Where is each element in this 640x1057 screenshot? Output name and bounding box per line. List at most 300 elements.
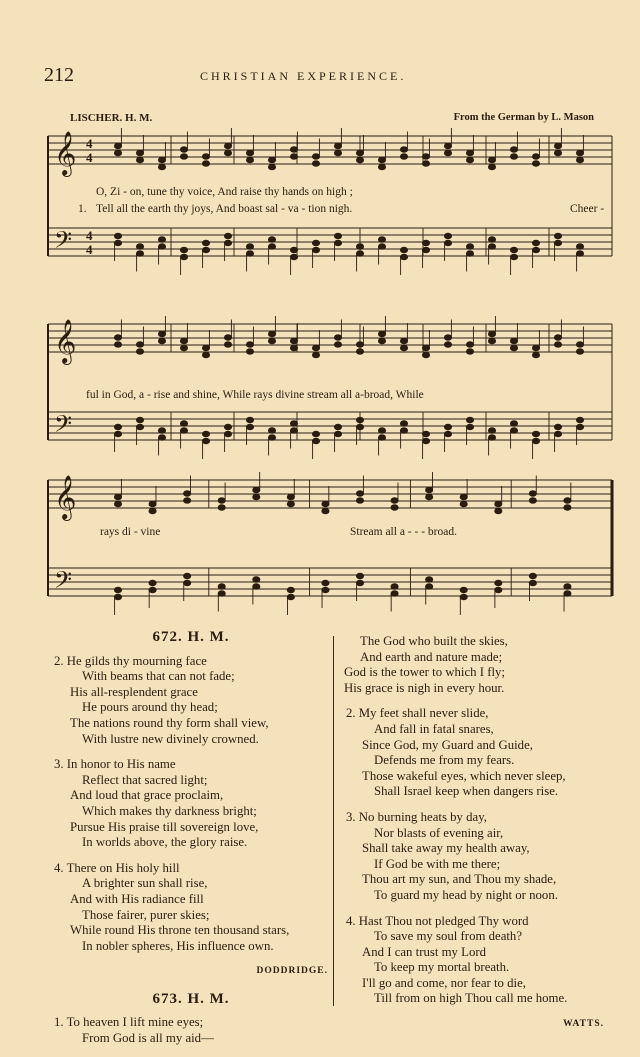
note-head xyxy=(202,438,209,444)
note-head xyxy=(488,164,495,170)
note-head xyxy=(576,157,583,163)
note-head xyxy=(378,164,385,170)
verse-line: Nor blasts of evening air, xyxy=(374,825,504,840)
verse-line: 1. To heaven I lift mine eyes; xyxy=(54,1015,204,1030)
verse-line: I'll go and come, nor fear to die, xyxy=(362,975,526,990)
note-head xyxy=(268,338,275,344)
note-head xyxy=(576,417,583,423)
note-head xyxy=(114,594,121,600)
note-head xyxy=(510,421,517,427)
verse-line: And loud that grace proclaim, xyxy=(70,788,224,803)
note-head xyxy=(378,237,385,243)
note-head xyxy=(268,244,275,250)
note-head xyxy=(466,251,473,257)
note-head xyxy=(218,591,225,597)
note-head xyxy=(576,251,583,257)
note-head xyxy=(114,233,121,239)
note-head xyxy=(532,247,539,253)
note-head xyxy=(158,237,165,243)
note-head xyxy=(510,338,517,344)
note-head xyxy=(149,580,156,586)
note-head xyxy=(136,157,143,163)
note-head xyxy=(466,424,473,430)
verse-673-2 xyxy=(346,706,604,800)
note-head xyxy=(136,251,143,257)
note-head xyxy=(532,154,539,160)
verse-line: And fall in fatal snares, xyxy=(374,721,494,736)
note-head xyxy=(576,424,583,430)
note-head xyxy=(180,247,187,253)
note-head xyxy=(378,157,385,163)
verse-line: To keep my mortal breath. xyxy=(374,960,510,975)
verse-line: Since God, my Guard and Guide, xyxy=(362,737,533,752)
note-head xyxy=(202,154,209,160)
note-head xyxy=(287,494,294,500)
verse-673-3 xyxy=(346,810,604,904)
note-head xyxy=(422,431,429,437)
note-head xyxy=(246,424,253,430)
note-head xyxy=(287,587,294,593)
note-head xyxy=(184,498,191,504)
note-head xyxy=(202,240,209,246)
note-head xyxy=(422,154,429,160)
note-head xyxy=(114,494,121,500)
verse-line: Reflect that sacred light; xyxy=(82,772,208,787)
note-head xyxy=(180,428,187,434)
note-head xyxy=(136,244,143,250)
note-head xyxy=(136,349,143,355)
verse-672-3 xyxy=(54,757,328,851)
note-head xyxy=(378,331,385,337)
note-head xyxy=(224,143,231,149)
note-head xyxy=(426,584,433,590)
verse-line: 2. My feet shall never slide, xyxy=(346,706,489,721)
lyric-line-end: Cheer - xyxy=(570,203,605,215)
note-head xyxy=(391,591,398,597)
note-head xyxy=(224,342,231,348)
note-head xyxy=(136,150,143,156)
verse-line: The nations round thy form shall view, xyxy=(70,715,269,730)
time-signature: 4 xyxy=(86,228,93,243)
verse-line: Those fairer, purer skies; xyxy=(82,907,210,922)
note-head xyxy=(466,342,473,348)
note-head xyxy=(422,438,429,444)
verse-line: Shall Israel keep when dangers rise. xyxy=(374,784,559,799)
note-head xyxy=(426,577,433,583)
note-head xyxy=(466,244,473,250)
running-title: CHRISTIAN EXPERIENCE. xyxy=(200,69,407,83)
note-head xyxy=(246,251,253,257)
verse-672-2 xyxy=(54,654,328,748)
note-head xyxy=(460,494,467,500)
note-head xyxy=(400,147,407,153)
treble-clef: 𝄞 xyxy=(54,319,77,363)
note-head xyxy=(510,254,517,260)
verse-line: With lustre new divinely crowned. xyxy=(82,731,259,746)
note-head xyxy=(422,240,429,246)
verse-line: Those wakeful eyes, which never sleep, xyxy=(362,768,566,783)
note-head xyxy=(184,580,191,586)
note-head xyxy=(444,150,451,156)
hymn-673-cont xyxy=(346,634,604,1033)
verse-line: Shall take away my health away, xyxy=(362,841,530,856)
note-head xyxy=(334,240,341,246)
note-head xyxy=(532,161,539,167)
verse-line: And with His radiance fill xyxy=(70,891,204,906)
note-head xyxy=(290,421,297,427)
note-head xyxy=(356,349,363,355)
note-head xyxy=(149,508,156,514)
note-head xyxy=(334,342,341,348)
note-head xyxy=(184,491,191,497)
time-signature: 4 xyxy=(86,150,93,165)
note-head xyxy=(158,338,165,344)
treble-clef: 𝄞 xyxy=(54,475,77,519)
note-head xyxy=(466,157,473,163)
hymn-672 xyxy=(54,630,328,1057)
verse-line: 3. No burning heats by day, xyxy=(346,809,487,824)
note-head xyxy=(554,431,561,437)
note-head xyxy=(180,345,187,351)
note-head xyxy=(246,157,253,163)
note-head xyxy=(114,150,121,156)
note-head xyxy=(400,428,407,434)
note-head xyxy=(488,331,495,337)
note-head xyxy=(460,501,467,507)
note-head xyxy=(564,591,571,597)
note-head xyxy=(564,505,571,511)
note-head xyxy=(564,584,571,590)
note-head xyxy=(287,594,294,600)
note-head xyxy=(495,508,502,514)
stanza-number: 1. xyxy=(78,203,87,215)
note-head xyxy=(224,335,231,341)
verse-line: 4. There on His holy hill xyxy=(54,860,180,875)
note-head xyxy=(554,335,561,341)
verse-line: In nobler spheres, His influence own. xyxy=(82,938,274,953)
verse-line: 2. He gilds thy mourning face xyxy=(54,653,207,668)
note-head xyxy=(180,147,187,153)
note-head xyxy=(184,573,191,579)
verse-line: A brighter sun shall rise, xyxy=(82,876,208,891)
note-head xyxy=(253,487,260,493)
note-head xyxy=(180,254,187,260)
note-head xyxy=(253,577,260,583)
note-head xyxy=(532,240,539,246)
note-head xyxy=(510,147,517,153)
note-head xyxy=(488,338,495,344)
note-head xyxy=(576,150,583,156)
note-head xyxy=(290,254,297,260)
time-signature: 4 xyxy=(86,136,93,151)
note-head xyxy=(312,352,319,358)
note-head xyxy=(488,157,495,163)
verse-line: He pours around thy head; xyxy=(82,700,218,715)
note-head xyxy=(322,508,329,514)
note-head xyxy=(224,431,231,437)
note-head xyxy=(488,435,495,441)
note-head xyxy=(576,244,583,250)
column-divider xyxy=(333,636,334,1006)
verse-line: God is the tower to which I fly; xyxy=(344,665,505,680)
note-head xyxy=(149,501,156,507)
note-head xyxy=(400,345,407,351)
note-head xyxy=(356,573,363,579)
note-head xyxy=(334,424,341,430)
bass-clef: 𝄢 xyxy=(54,566,73,599)
note-head xyxy=(246,150,253,156)
note-head xyxy=(488,428,495,434)
note-head xyxy=(322,587,329,593)
note-head xyxy=(290,247,297,253)
note-head xyxy=(158,331,165,337)
verse-line: To guard my head by night or noon. xyxy=(374,887,558,902)
note-head xyxy=(444,342,451,348)
note-head xyxy=(426,494,433,500)
note-head xyxy=(149,587,156,593)
note-head xyxy=(202,431,209,437)
note-head xyxy=(202,352,209,358)
note-head xyxy=(529,580,536,586)
note-head xyxy=(426,487,433,493)
note-head xyxy=(268,164,275,170)
note-head xyxy=(391,498,398,504)
tune-name: LISCHER. H. M. xyxy=(70,112,153,124)
note-head xyxy=(268,157,275,163)
note-head xyxy=(466,150,473,156)
note-head xyxy=(422,161,429,167)
author-doddridge: DODDRIDGE. xyxy=(256,966,328,977)
verse-673-1 xyxy=(54,1015,328,1046)
note-head xyxy=(114,335,121,341)
note-head xyxy=(287,501,294,507)
note-head xyxy=(158,164,165,170)
note-head xyxy=(510,428,517,434)
note-head xyxy=(495,501,502,507)
note-head xyxy=(246,349,253,355)
note-head xyxy=(391,584,398,590)
note-head xyxy=(564,498,571,504)
bass-clef: 𝄢 xyxy=(54,226,73,259)
note-head xyxy=(322,501,329,507)
note-head xyxy=(532,438,539,444)
note-head xyxy=(488,237,495,243)
lyric-line-1: O, Zi - on, tune thy voice, And raise thy hands on high ; xyxy=(96,186,353,198)
note-head xyxy=(224,240,231,246)
note-head xyxy=(444,431,451,437)
note-head xyxy=(391,505,398,511)
note-head xyxy=(180,338,187,344)
note-head xyxy=(158,244,165,250)
note-head xyxy=(268,237,275,243)
note-head xyxy=(202,247,209,253)
verse-line: In worlds above, the glory raise. xyxy=(82,835,248,850)
note-head xyxy=(253,494,260,500)
note-head xyxy=(334,143,341,149)
note-head xyxy=(532,431,539,437)
note-head xyxy=(510,154,517,160)
note-head xyxy=(356,417,363,423)
tune-credit: From the German by L. Mason xyxy=(453,112,594,123)
page-number: 212 xyxy=(44,64,74,86)
note-head xyxy=(202,161,209,167)
note-head xyxy=(356,251,363,257)
note-head xyxy=(158,435,165,441)
note-head xyxy=(158,157,165,163)
hymn-673-heading: 673. H. M. xyxy=(152,990,230,1007)
lyric-system-3a: rays di - vine xyxy=(100,526,161,538)
author-watts: WATTS. xyxy=(563,1019,604,1030)
note-head xyxy=(224,424,231,430)
verse-line: While round His throne ten thousand stars, xyxy=(70,923,290,938)
verse-672-4 xyxy=(54,861,328,955)
verse-673-4 xyxy=(346,914,604,1008)
note-head xyxy=(268,435,275,441)
verse-line: Defends me from my fears. xyxy=(374,753,515,768)
note-head xyxy=(334,150,341,156)
note-head xyxy=(554,150,561,156)
note-head xyxy=(378,244,385,250)
note-head xyxy=(218,505,225,511)
note-head xyxy=(312,438,319,444)
note-head xyxy=(554,143,561,149)
note-head xyxy=(554,424,561,430)
verse-line: Which makes thy darkness bright; xyxy=(82,803,257,818)
note-head xyxy=(466,417,473,423)
note-head xyxy=(444,233,451,239)
note-head xyxy=(312,345,319,351)
note-head xyxy=(444,335,451,341)
note-head xyxy=(510,247,517,253)
note-head xyxy=(422,247,429,253)
note-head xyxy=(529,573,536,579)
note-head xyxy=(576,342,583,348)
note-head xyxy=(224,233,231,239)
verse-line: And I can trust my Lord xyxy=(362,944,487,959)
note-head xyxy=(356,157,363,163)
note-head xyxy=(268,331,275,337)
treble-clef: 𝄞 xyxy=(54,131,77,175)
verse-line: 3. In honor to His name xyxy=(54,757,176,772)
note-head xyxy=(495,580,502,586)
note-head xyxy=(400,421,407,427)
note-head xyxy=(224,150,231,156)
note-head xyxy=(356,150,363,156)
verse-line: Till from on high Thou call me home. xyxy=(374,991,568,1006)
note-head xyxy=(114,424,121,430)
note-head xyxy=(576,349,583,355)
note-head xyxy=(400,254,407,260)
lyric-system-2: ful in God, a - rise and shine, While rays divine stream all a-broad, While xyxy=(86,389,424,401)
note-head xyxy=(378,435,385,441)
note-head xyxy=(356,580,363,586)
note-head xyxy=(495,587,502,593)
verse-line: To save my soul from death? xyxy=(374,929,523,944)
note-head xyxy=(114,431,121,437)
note-head xyxy=(114,143,121,149)
lyric-line-2: Tell all the earth thy joys, And boast sal - va - tion nigh. xyxy=(96,203,353,215)
time-signature: 4 xyxy=(86,242,93,257)
note-head xyxy=(460,594,467,600)
note-head xyxy=(334,431,341,437)
verse-line: Thou art my sun, and Thou my shade, xyxy=(362,872,557,887)
verse-line: With beams that can not fade; xyxy=(82,669,235,684)
verse-line: His all-resplendent grace xyxy=(70,684,198,699)
note-head xyxy=(532,345,539,351)
note-head xyxy=(290,154,297,160)
note-head xyxy=(290,345,297,351)
note-head xyxy=(356,491,363,497)
verse-line: His grace is nigh in every hour. xyxy=(344,680,505,695)
note-head xyxy=(312,154,319,160)
note-head xyxy=(532,352,539,358)
note-head xyxy=(444,240,451,246)
note-head xyxy=(554,240,561,246)
note-head xyxy=(290,428,297,434)
note-head xyxy=(114,587,121,593)
note-head xyxy=(400,338,407,344)
note-head xyxy=(444,424,451,430)
note-head xyxy=(312,161,319,167)
note-head xyxy=(334,335,341,341)
note-head xyxy=(268,428,275,434)
note-head xyxy=(180,154,187,160)
note-head xyxy=(378,428,385,434)
note-head xyxy=(554,342,561,348)
note-head xyxy=(356,424,363,430)
note-head xyxy=(114,240,121,246)
note-head xyxy=(218,584,225,590)
note-head xyxy=(114,342,121,348)
lyric-system-3b: Stream all a - - - broad. xyxy=(350,526,457,538)
note-head xyxy=(312,431,319,437)
note-head xyxy=(246,342,253,348)
note-head xyxy=(356,244,363,250)
note-head xyxy=(158,428,165,434)
note-head xyxy=(444,143,451,149)
note-head xyxy=(400,154,407,160)
verse-line: From God is all my aid— xyxy=(82,1031,214,1046)
note-head xyxy=(136,342,143,348)
note-head xyxy=(136,424,143,430)
note-head xyxy=(460,587,467,593)
note-head xyxy=(422,345,429,351)
note-head xyxy=(246,244,253,250)
bass-clef: 𝄢 xyxy=(54,410,73,443)
note-head xyxy=(246,417,253,423)
verse-line: 4. Hast Thou not pledged Thy word xyxy=(346,913,529,928)
note-head xyxy=(356,498,363,504)
note-head xyxy=(378,338,385,344)
verse-line: And earth and nature made; xyxy=(360,649,503,664)
hymn-672-heading: 672. H. M. xyxy=(152,629,230,645)
verse-line: If God be with me there; xyxy=(374,856,501,871)
note-head xyxy=(554,233,561,239)
note-head xyxy=(334,233,341,239)
verse-line: Pursue His praise till sovereign love, xyxy=(70,819,259,834)
note-head xyxy=(218,498,225,504)
verse-line: The God who built the skies, xyxy=(360,634,508,648)
note-head xyxy=(400,247,407,253)
note-head xyxy=(488,244,495,250)
note-head xyxy=(529,491,536,497)
note-head xyxy=(202,345,209,351)
note-head xyxy=(114,501,121,507)
note-head xyxy=(312,247,319,253)
note-head xyxy=(356,342,363,348)
note-head xyxy=(136,417,143,423)
note-head xyxy=(422,352,429,358)
